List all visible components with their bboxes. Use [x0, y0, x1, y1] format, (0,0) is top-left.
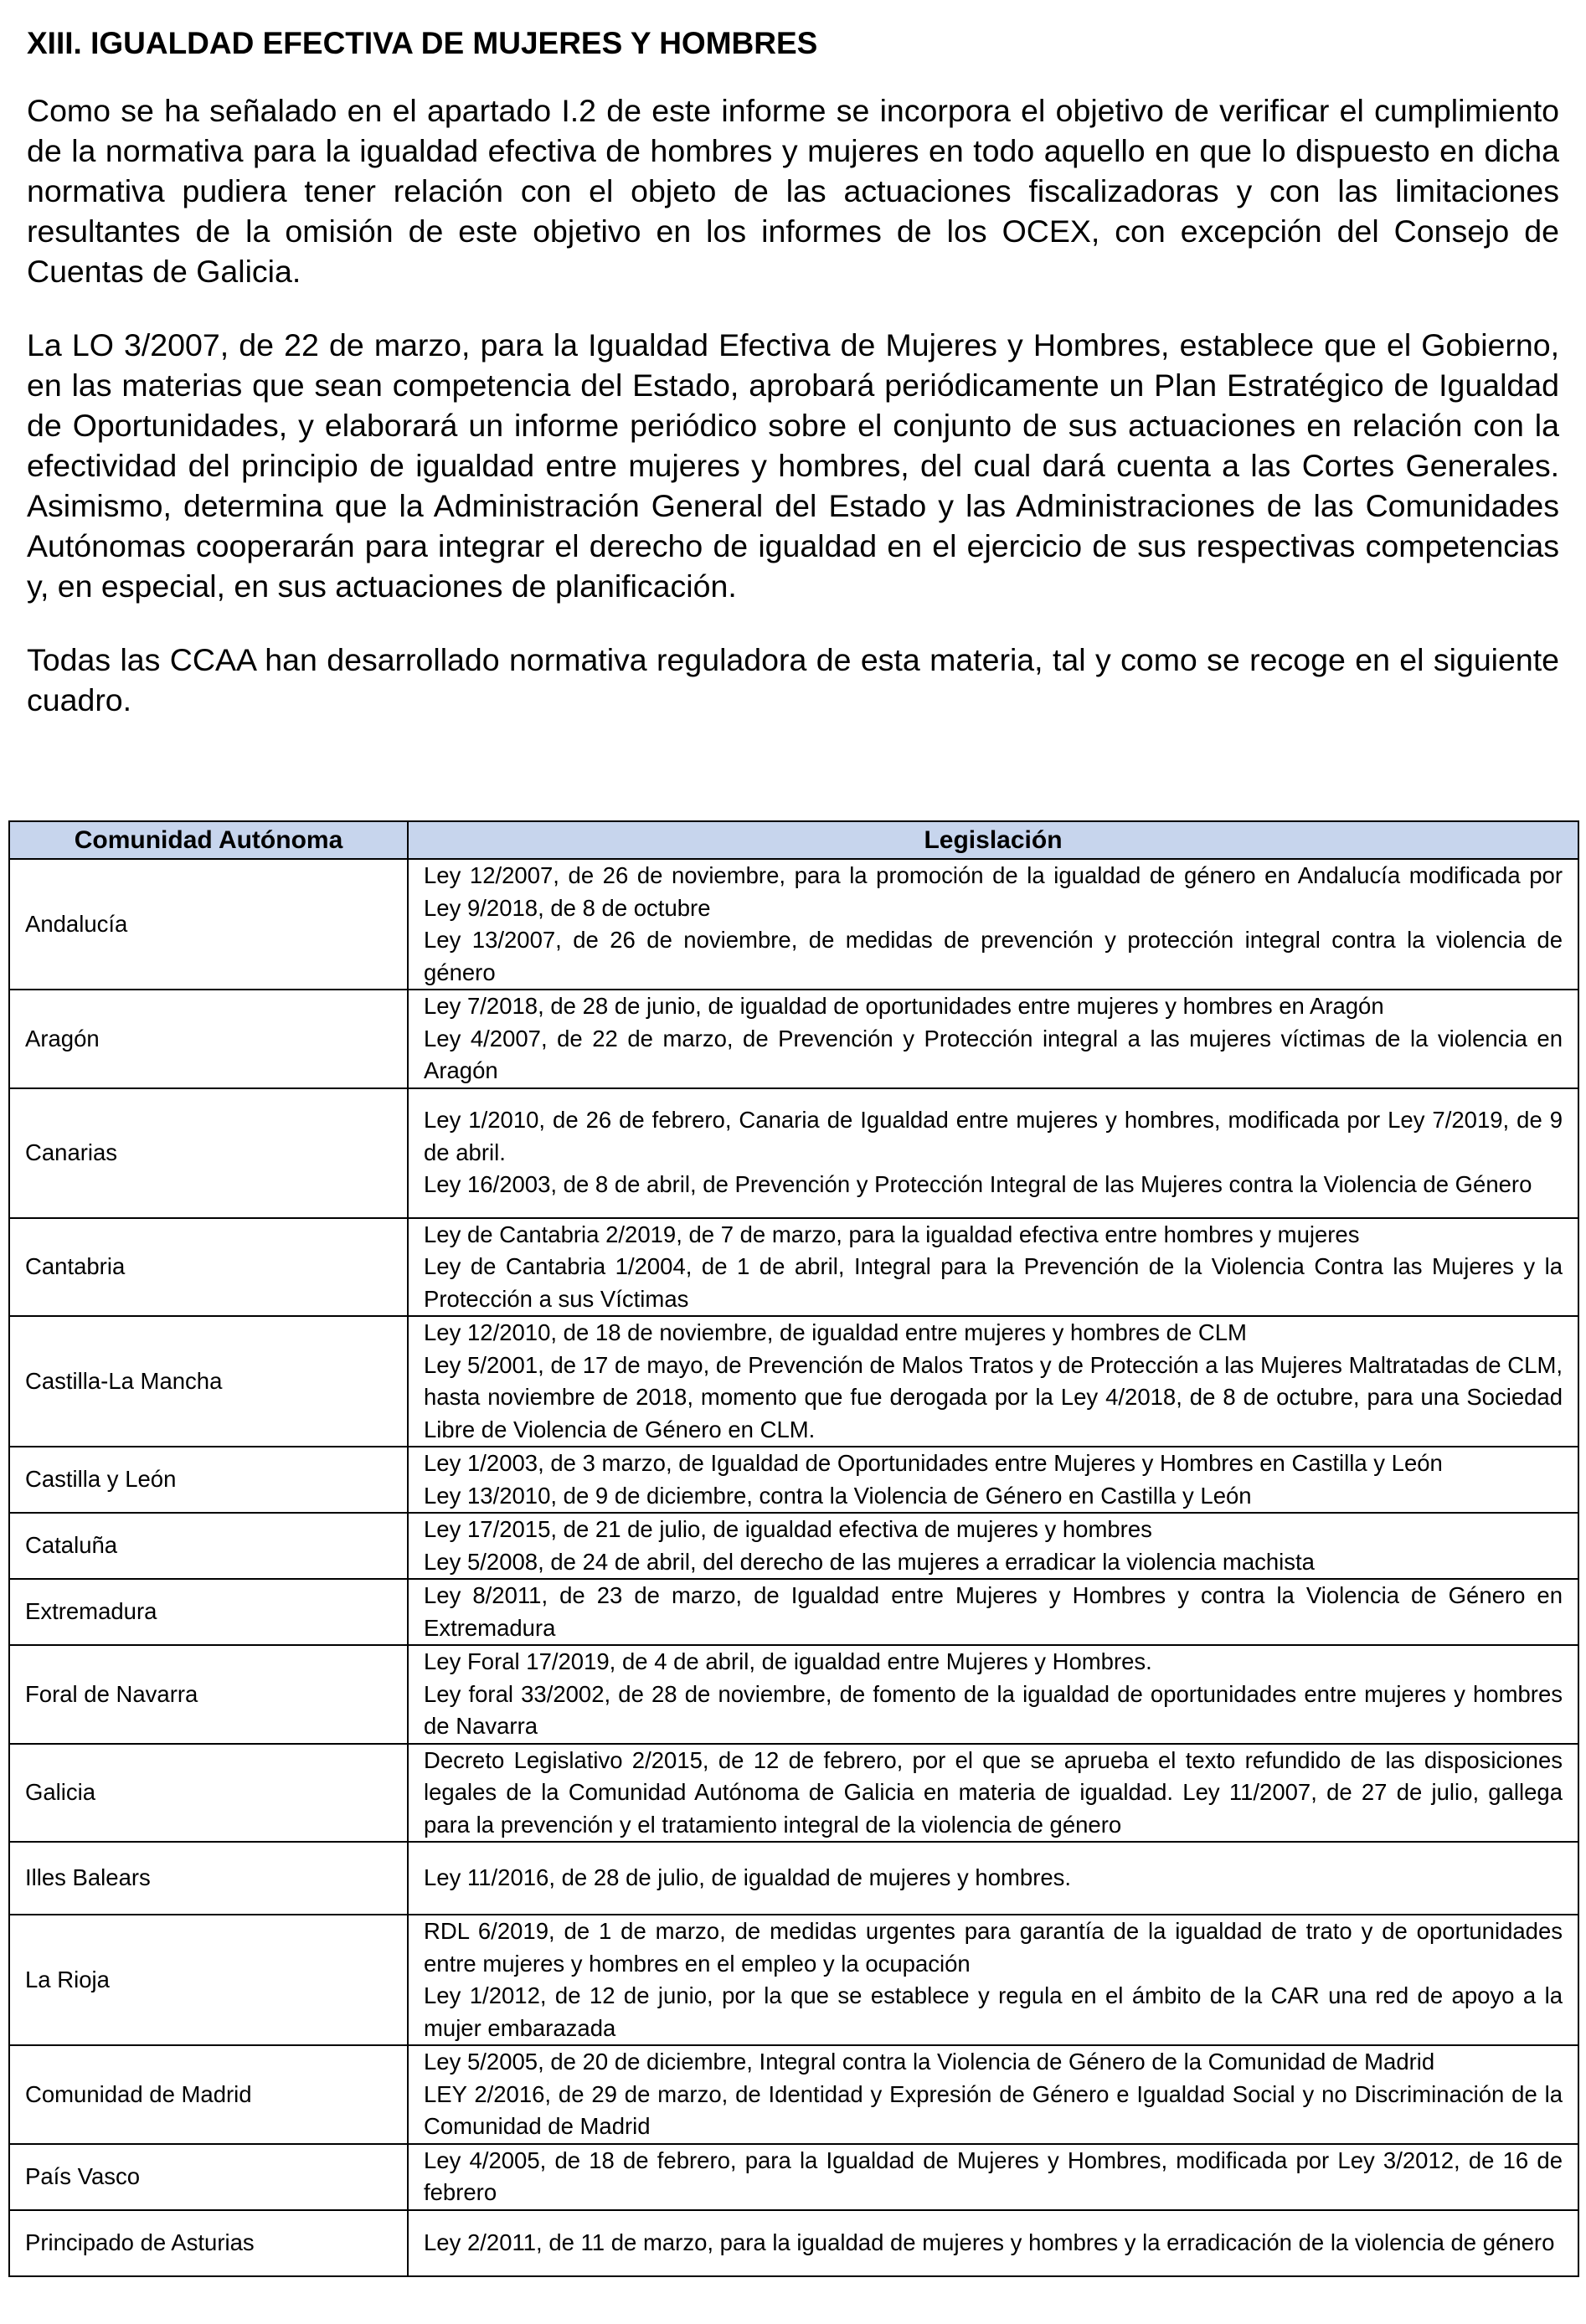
- region-cell: Castilla y León: [9, 1447, 408, 1513]
- table-row: [9, 1513, 1578, 1579]
- region-cell: Aragón: [9, 990, 408, 1088]
- law-item: Ley 4/2007, de 22 de marzo, de Prevención y Protección integral a las mujeres víctimas de la violencia en Aragón: [424, 1025, 1563, 1083]
- region-cell: Cantabria: [9, 1218, 408, 1317]
- region-cell: Cataluña: [9, 1513, 408, 1579]
- law-item: RDL 6/2019, de 1 de marzo, de medidas urgentes para garantía de la igualdad de trato y de oportunidades entre mujeres y hombres en el empleo y la ocupación: [424, 1918, 1563, 1977]
- law-item: Ley 1/2012, de 12 de junio, por la que se establece y regula en el ámbito de la CAR una red de apoyo a la mujer embarazada: [424, 1982, 1563, 2041]
- law-item: Ley 13/2010, de 9 de diciembre, contra la Violencia de Género en Castilla y León: [424, 1482, 1252, 1509]
- legislation-cell: [408, 1842, 1578, 1915]
- region-cell: País Vasco: [9, 2144, 408, 2210]
- legislation-cell: [408, 990, 1578, 1088]
- header-comunidad: Comunidad Autónoma: [9, 821, 408, 859]
- law-item: Ley 5/2005, de 20 de diciembre, Integral contra la Violencia de Género de la Comunidad de Madrid: [424, 2049, 1435, 2075]
- region-cell: Canarias: [9, 1088, 408, 1218]
- law-item: Ley 12/2010, de 18 de noviembre, de igualdad entre mujeres y hombres de CLM: [424, 1319, 1247, 1345]
- document-page: [27, 25, 1559, 769]
- paragraph-intro: Como se ha señalado en el apartado I.2 de este informe se incorpora el objetivo de verificar el cumplimiento de la normativa para la igualdad efectiva de hombres y mujeres en todo aquello en que lo dispuesto en dicha normativa pudiera tener relación con el objeto de las actuaciones fiscalizadoras y con las limitaciones resultantes de la omisión de este objetivo en los informes de los OCEX, con excepción del Consejo de Cuentas de Galicia.: [27, 93, 1559, 289]
- legislation-cell: [408, 1579, 1578, 1645]
- table-row: [9, 859, 1578, 990]
- region-cell: Extremadura: [9, 1579, 408, 1645]
- section-title: XIII. IGUALDAD EFECTIVA DE MUJERES Y HOMBRES: [27, 26, 818, 60]
- legislation-cell: [408, 1088, 1578, 1218]
- law-item: Ley 17/2015, de 21 de julio, de igualdad efectiva de mujeres y hombres: [424, 1516, 1152, 1542]
- legislation-cell: [408, 1513, 1578, 1579]
- law-item: Ley 2/2011, de 11 de marzo, para la igualdad de mujeres y hombres y la erradicación de la violencia de género: [424, 2229, 1555, 2255]
- table-row: [9, 1645, 1578, 1744]
- region-cell: Foral de Navarra: [9, 1645, 408, 1744]
- table-row: [9, 1088, 1578, 1218]
- table-row: [9, 1447, 1578, 1513]
- table-row: [9, 1842, 1578, 1915]
- law-item: LEY 2/2016, de 29 de marzo, de Identidad y Expresión de Género e Igualdad Social y no Discriminación de la Comunidad de Madrid: [424, 2080, 1563, 2139]
- law-item: Ley de Cantabria 1/2004, de 1 de abril, Integral para la Prevención de la Violencia Contra las Mujeres y la Protección a sus Víctimas: [424, 1253, 1563, 1312]
- law-item: Ley de Cantabria 2/2019, de 7 de marzo, para la igualdad efectiva entre hombres y mujeres: [424, 1221, 1360, 1247]
- legislation-cell: [408, 1447, 1578, 1513]
- region-cell: Castilla-La Mancha: [9, 1316, 408, 1447]
- legislation-cell: [408, 2210, 1578, 2276]
- table-row: [9, 1218, 1578, 1317]
- law-item: Ley Foral 17/2019, de 4 de abril, de igualdad entre Mujeres y Hombres.: [424, 1648, 1152, 1674]
- law-item: Ley 8/2011, de 23 de marzo, de Igualdad entre Mujeres y Hombres y contra la Violencia de Género en Extremadura: [424, 1582, 1563, 1641]
- header-legislacion: Legislación: [408, 821, 1578, 859]
- table-row: [9, 2210, 1578, 2276]
- law-item: Ley 13/2007, de 26 de noviembre, de medidas de prevención y protección integral contra la violencia de género: [424, 927, 1563, 985]
- law-item: Ley foral 33/2002, de 28 de noviembre, de fomento de la igualdad de oportunidades entre mujeres y hombres de Navarra: [424, 1680, 1563, 1739]
- table-row: [9, 2045, 1578, 2144]
- region-cell: La Rioja: [9, 1915, 408, 2045]
- law-item: Ley 7/2018, de 28 de junio, de igualdad de oportunidades entre mujeres y hombres en Aragón: [424, 993, 1384, 1019]
- law-item: Ley 4/2005, de 18 de febrero, para la Igualdad de Mujeres y Hombres, modificada por Ley 3/2012, de 16 de febrero: [424, 2147, 1563, 2205]
- law-item: Ley 1/2010, de 26 de febrero, Canaria de Igualdad entre mujeres y hombres, modificada por Ley 7/2019, de 9 de abril.: [424, 1107, 1563, 1165]
- legislation-cell: [408, 2045, 1578, 2144]
- law-item: Ley 5/2001, de 17 de mayo, de Prevención de Malos Tratos y de Protección a las Mujeres Maltratadas de CLM, hasta noviembre de 2018, momento que fue derogada por la Ley 4/2018, de 8 de octubre, para una Sociedad Libre de Violencia de Género en CLM.: [424, 1351, 1563, 1442]
- legislation-cell: [408, 1218, 1578, 1317]
- legislation-cell: [408, 859, 1578, 990]
- legislation-cell: [408, 1915, 1578, 2045]
- table-row: [9, 1579, 1578, 1645]
- paragraph-lo-3-2007: La LO 3/2007, de 22 de marzo, para la Igualdad Efectiva de Mujeres y Hombres, establece que el Gobierno, en las materias que sean competencia del Estado, aprobará periódicamente un Plan Estratégico de Igualdad de Oportunidades, y elaborará un informe periódico sobre el conjunto de sus actuaciones en relación con la efectividad del principio de igualdad entre mujeres y hombres, del cual dará cuenta a las Cortes Generales. Asimismo, determina que la Administración General del Estado y las Administraciones de las Comunidades Autónomas cooperarán para integrar el derecho de igualdad en el ejercicio de sus respectivas competencias y, en especial, en sus actuaciones de planificación.: [27, 327, 1559, 604]
- law-item: Ley 11/2016, de 28 de julio, de igualdad de mujeres y hombres.: [424, 1864, 1072, 1891]
- legislation-cell: [408, 1744, 1578, 1843]
- table-header-row: [9, 821, 1578, 859]
- table-row: [9, 990, 1578, 1088]
- legislation-cell: [408, 2144, 1578, 2210]
- paragraph-ccaa: Todas las CCAA han desarrollado normativa reguladora de esta materia, tal y como se recoge en el siguiente cuadro.: [27, 642, 1559, 717]
- region-cell: Principado de Asturias: [9, 2210, 408, 2276]
- law-item: Ley 1/2003, de 3 marzo, de Igualdad de Oportunidades entre Mujeres y Hombres en Castilla y León: [424, 1450, 1443, 1476]
- region-cell: Illes Balears: [9, 1842, 408, 1915]
- region-cell: Galicia: [9, 1744, 408, 1843]
- region-cell: Comunidad de Madrid: [9, 2045, 408, 2144]
- legislation-cell: [408, 1316, 1578, 1447]
- law-item: Ley 5/2008, de 24 de abril, del derecho de las mujeres a erradicar la violencia machista: [424, 1548, 1315, 1575]
- table-row: [9, 1744, 1578, 1843]
- table-row: [9, 2144, 1578, 2210]
- law-item: Ley 12/2007, de 26 de noviembre, para la promoción de la igualdad de género en Andalucía modificada por Ley 9/2018, de 8 de octubre: [424, 862, 1563, 921]
- legislation-cell: [408, 1645, 1578, 1744]
- law-item: Decreto Legislativo 2/2015, de 12 de febrero, por el que se aprueba el texto refundido de las disposiciones legales de la Comunidad Autónoma de Galicia en materia de igualdad. Ley 11/2007, de 27 de julio, gallega para la prevención y el tratamiento integral de la violencia de género: [424, 1746, 1563, 1838]
- region-cell: Andalucía: [9, 859, 408, 990]
- legislation-table: [8, 820, 1579, 2277]
- table-row: [9, 1316, 1578, 1447]
- table-row: [9, 1915, 1578, 2045]
- law-item: Ley 16/2003, de 8 de abril, de Prevención y Protección Integral de las Mujeres contra la Violencia de Género: [424, 1171, 1532, 1198]
